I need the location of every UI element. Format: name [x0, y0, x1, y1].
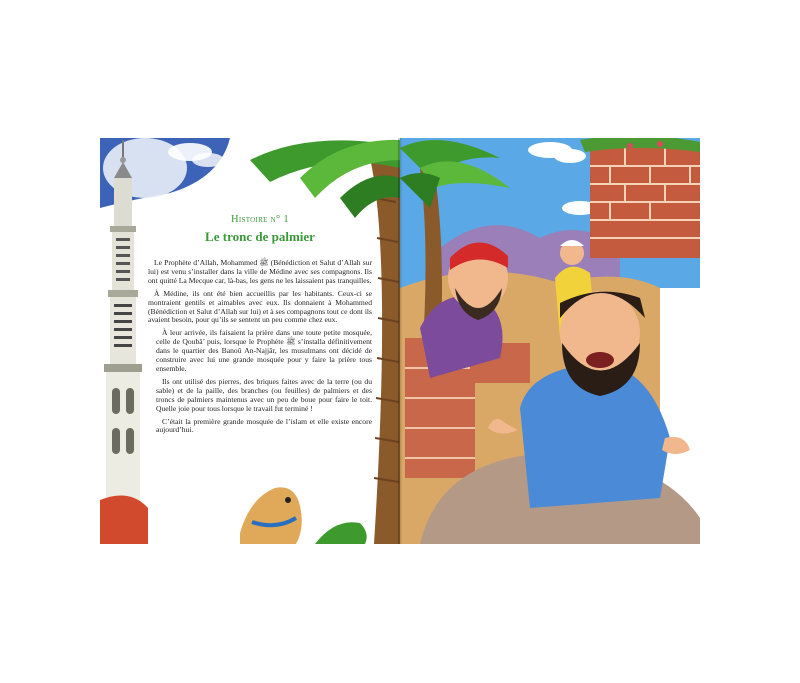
story-paragraph: Ils ont utilisé des pierres, des briques faites avec de la terre (ou du sable) et de la paille, des branches (ou feuilles) de palmiers et des troncs de palmiers maintenus avec un peu de boue pour faire le toit. Quelle joie pour tous lorsque le travail fut terminé !	[156, 376, 372, 413]
story-text	[148, 214, 372, 439]
book-spread	[100, 138, 700, 544]
story-kicker: Histoire n° 1	[231, 214, 289, 225]
story-paragraph: Le Prophète d’Allah, Mohammed ﷺ (Bénédiction et Salut d’Allah sur lui) est venu s’installer dans la ville de Médine avec ses compagnons. Ils ont quitté La Mecque car, là-bas, les gens ne les laissaient pas tranquilles.	[148, 258, 372, 285]
story-paragraph: À Médine, ils ont été bien accueillis par les habitants. Ceux-ci se montraient gentils et aimables avec eux. Ils donnaient à Mohammed (Bénédiction et Salut d’Allah sur lui) et à ses compagnons tout ce dont ils avaient besoin, pour qu’ils se sentent un peu comme chez eux.	[148, 288, 372, 325]
story-paragraph: C’était la première grande mosquée de l’islam et elle existe encore aujourd’hui.	[156, 416, 372, 435]
right-page-illustration	[400, 138, 700, 544]
brick-wall-icon	[580, 138, 700, 258]
book-fold	[398, 138, 402, 544]
left-page	[100, 138, 400, 544]
story-paragraph: À leur arrivée, ils faisaient la prière dans une toute petite mosquée, celle de Qoubâ’ puis, lorsque le Prophète ﷺ s’installa définitivement dans le quartier des Banoû An-Najjâr, les musulmans ont décidé de construire avec lui une grande mosquée pour y faire la prière tous ensemble.	[156, 328, 372, 373]
story-title: Le tronc de palmier	[205, 229, 315, 244]
